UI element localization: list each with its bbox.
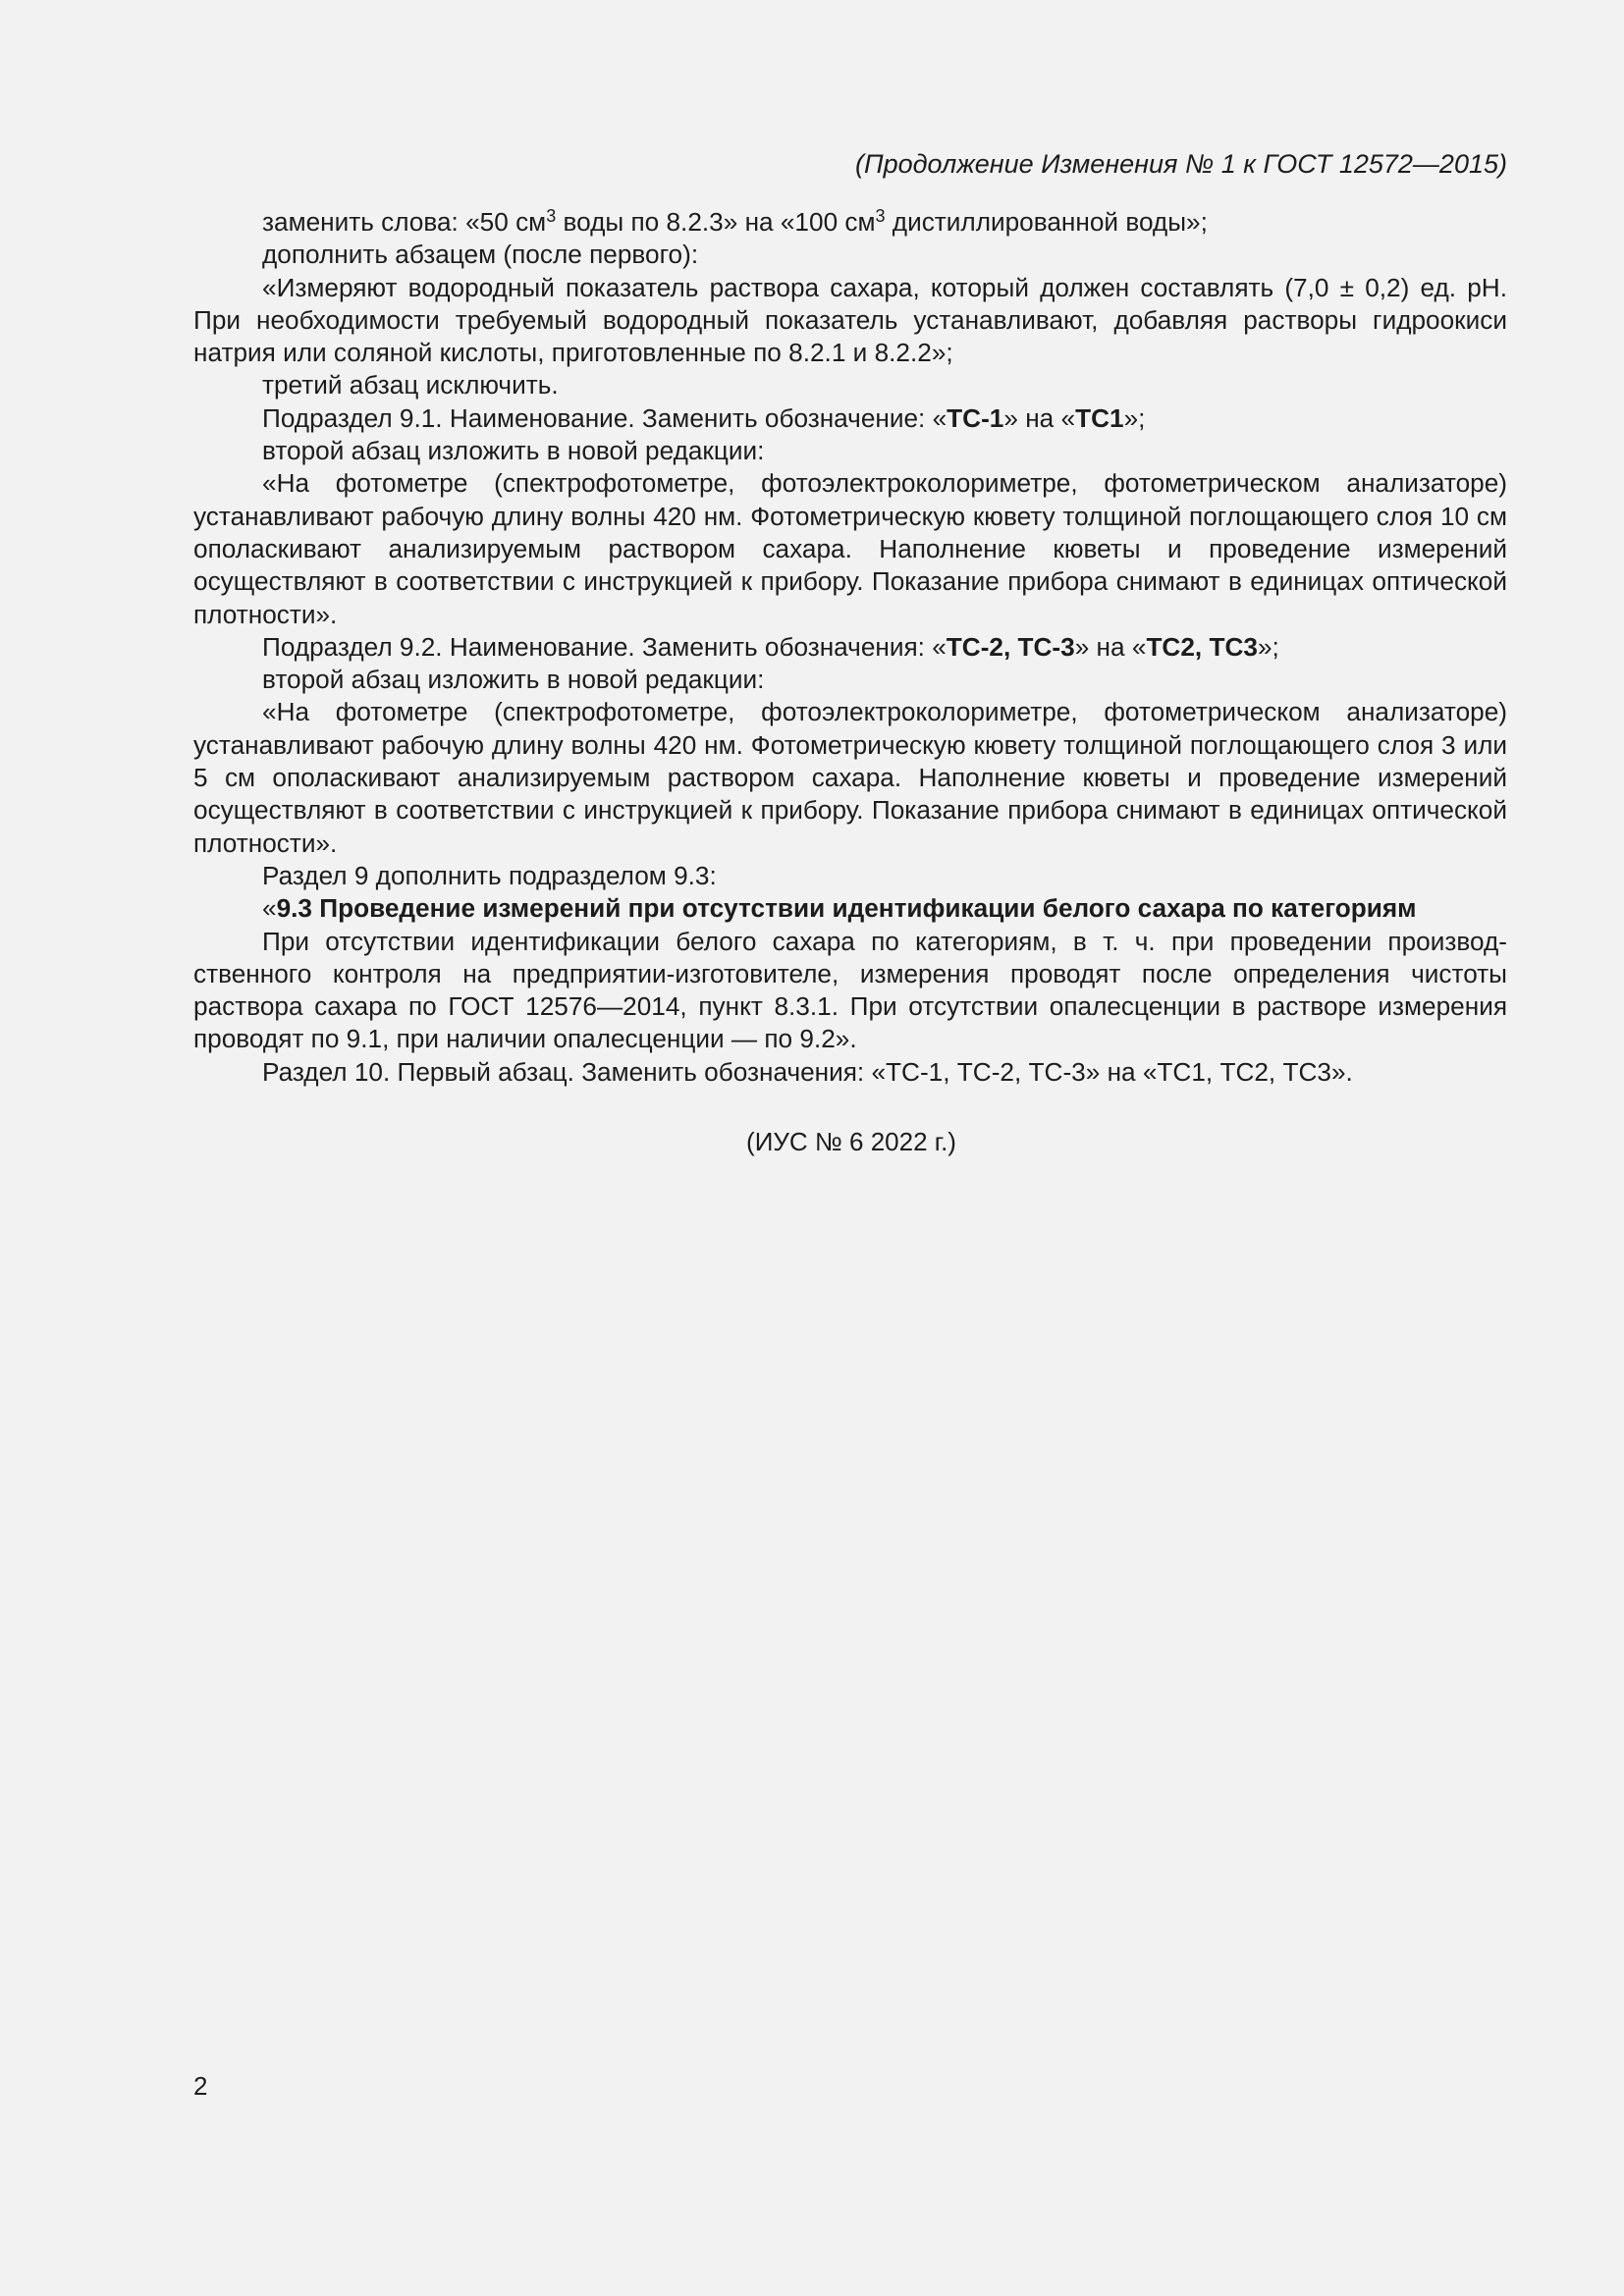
paragraph-replace-words: заменить слова: «50 $см^3$ воды по 8.2.3» на «100 $см^3$ дистиллированной воды»; — [262, 206, 1208, 237]
paragraph-second-new-edition: второй абзац изложить в новой редакции: — [262, 436, 765, 466]
paragraph-section-10: Раздел 10. Первый абзац. Заменить обозначения: «ТС-1, ТС-2, ТС-3» на «ТС1, ТС2, ТС3». — [262, 1056, 1353, 1087]
paragraph-subsection-9-1: Подраздел 9.1. Наименование. Заменить обозначение: «ТС-1» на «ТС1»; — [262, 402, 1146, 433]
paragraph-subsection-9-2: Подраздел 9.2. Наименование. Заменить обозначения: «ТС-2, ТС-3» на «ТС2, ТС3»; — [262, 631, 1279, 662]
superscript: 3 — [875, 206, 886, 226]
paragraph-photometer-10cm: «На фотометре (спектрофотометре, фотоэлектроколориметре, фотометрическом анализаторе) устанавливают рабочую длину волны 420 нм. Фотометрическую кювету толщиной поглощающего слоя 10 см ополаскивают анализируемым раствором сахара. Наполнение кюветы и проведение измерений осуществляют в соответствии с инструкцией к прибору. Показание прибора снимают в единицах оптической плотности». — [193, 468, 1507, 629]
paragraph-second-new-edition-2: второй абзац изложить в новой редакции: — [262, 665, 765, 695]
paragraph-add-after-first: дополнить абзацем (после первого): — [262, 240, 699, 270]
paragraph-section-9-add: Раздел 9 дополнить подразделом 9.3: — [262, 860, 717, 890]
superscript: 3 — [546, 206, 557, 226]
paragraph-no-identification: При отсутствии идентификации белого сахара по категориям, в т. ч. при проведении производственного контроля на предприятии-изготовителе, измерения проводят после определения чистоты раствора сахара по ГОСТ 12576—2014, пункт 8.3.1. При отсутствии опалесценции в растворе измерения проводят по 9.1, при наличии опалесценции — по 9.2». — [193, 926, 1507, 1054]
document-body — [193, 206, 1507, 1089]
paragraph-ph-measurement: «Измеряют водородный показатель раствора сахара, который должен составлять (7,0 ± 0,2) ед. рН. При необходимости требуемый водородный показатель устанавливают, добавляя растворы гидроокиси натрия или соляной кислоты, приготовленные по 8.2.1 и 8.2.2»; — [193, 272, 1507, 368]
subsection-heading-9-3: «9.3 Проведение измерений при отсутствии идентификации белого сахара по категориям — [262, 893, 1417, 924]
ius-reference: (ИУС № 6 2022 г.) — [746, 1127, 956, 1156]
page-header-continuation: (Продолжение Изменения № 1 к ГОСТ 12572—2015) — [855, 149, 1507, 179]
paragraph-photometer-3-5cm: «На фотометре (спектрофотометре, фотоэлектроколориметре, фотометрическом анализаторе) устанавливают рабочую длину волны 420 нм. Фотометрическую кювету толщиной поглощающего слоя 3 или 5 см ополаскивают анализируемым раствором сахара. Наполнение кюветы и проведение измерений осуществляют в соответствии с инструкцией к прибору. Показание прибора снимают в единицах оптической плотности». — [193, 697, 1507, 858]
page-number: 2 — [193, 2071, 208, 2101]
paragraph-exclude-third: третий абзац исключить. — [262, 370, 559, 400]
